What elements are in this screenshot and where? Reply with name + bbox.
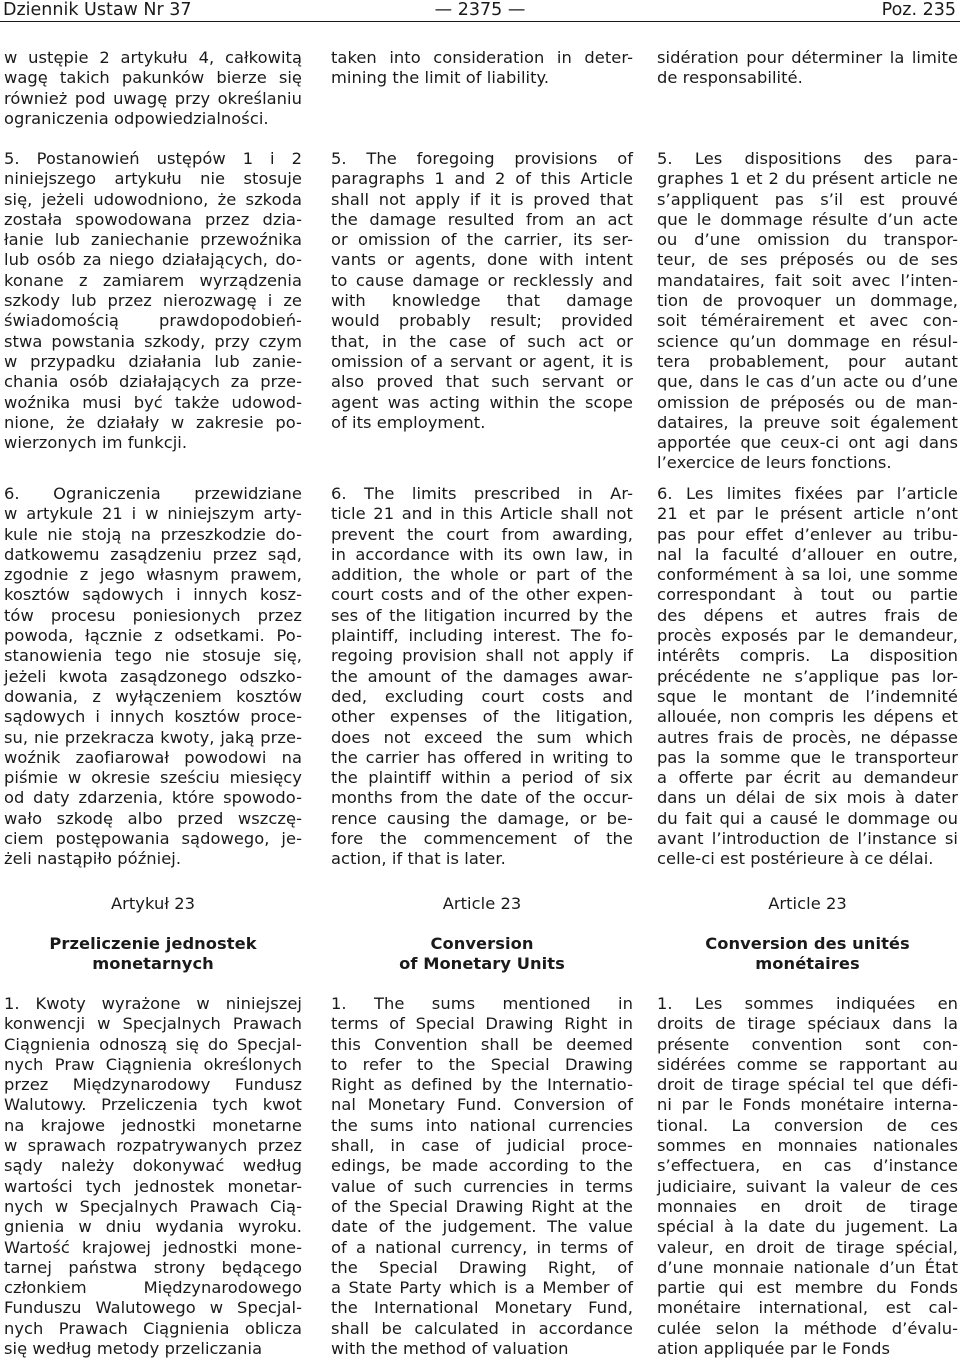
text-line: other expenses of the litigation, — [331, 707, 633, 727]
text-line: partie qui est membre du Fonds — [657, 1278, 958, 1298]
text-line: ou d’une omission du transpor- — [657, 230, 958, 250]
text-line: ograniczenia odpowiedzialności. — [4, 108, 269, 128]
text-line: tów procesu poniesionych przez — [4, 605, 302, 625]
text-line: d’une monnaie nationale d’un État — [657, 1257, 958, 1277]
text-line: żeli nastąpiło później. — [4, 849, 182, 869]
text-line: of the Special Drawing Right at the — [331, 1196, 633, 1216]
text-line: przez Międzynarodowy Fundusz — [4, 1075, 302, 1095]
text-line: piśmie w okresie sześciu miesięcy — [4, 768, 302, 788]
text-line: que, dans le cas d’un acte ou d’une — [657, 372, 958, 392]
text-line: datkowemu zasądzeniu przez sąd, — [4, 544, 302, 564]
article-title — [4, 934, 302, 975]
text-line: correspondant à tout ou partie — [657, 585, 958, 605]
text-line: ses of the litigation incurred by the — [331, 605, 633, 625]
text-line: kule nie stoją na przeszkodzie do- — [4, 524, 302, 544]
text-line: dataires, la preuve soit également — [657, 412, 958, 432]
text-line: the amount of the damages awar- — [331, 666, 633, 686]
paragraph-5 — [657, 149, 958, 474]
text-line: członkiem Międzynarodowego — [4, 1278, 302, 1298]
paragraph-5 — [4, 149, 302, 453]
text-line: présente convention sont con- — [657, 1034, 958, 1054]
text-line: szkody lub przez nierozwagę i ze — [4, 291, 302, 311]
paragraph-6 — [657, 484, 958, 870]
text-line: monétaires — [755, 954, 860, 974]
text-line: nych w Specjalnych Prawach Cią- — [4, 1196, 302, 1216]
article-title — [657, 934, 958, 975]
text-line: w sprawach rozpatrywanych przez — [4, 1136, 302, 1156]
text-line: się, jeżeli udowodniono, że szkoda — [4, 189, 302, 209]
text-line: does not exceed the sum which — [331, 727, 633, 747]
text-line: tera probablement, pour autant — [657, 351, 958, 371]
text-line: wartości tych jednostek monetar- — [4, 1176, 302, 1196]
text-line: nych Praw Ciągnienia określonych — [4, 1054, 302, 1074]
text-line: została spowodowana przez dzia- — [4, 209, 302, 229]
text-line: du fait qui a causé le dommage ou — [657, 808, 958, 828]
text-line: Przeliczenie jednostek — [49, 934, 257, 953]
text-line: stwa powstania szkody, przy czym — [4, 331, 302, 351]
text-line: that, in the case of such act or — [331, 331, 633, 351]
article-number: Article 23 — [768, 894, 847, 913]
text-line: dans un délai de six mois à dater — [657, 788, 958, 808]
text-line: terms of Special Drawing Right in — [331, 1014, 633, 1034]
text-line: shall be calculated in accordance — [331, 1318, 633, 1338]
text-line: l’exercice de leurs fonctions. — [657, 453, 892, 473]
text-line: court costs and of the other expen- — [331, 585, 633, 605]
paragraph-6 — [4, 484, 302, 870]
text-line: procès exposés par le demandeur, — [657, 626, 958, 646]
text-line: pas pour effet d’enlever au tribu- — [657, 524, 958, 544]
text-line: to refer to the Special Drawing — [331, 1054, 633, 1074]
paragraph-1 — [4, 994, 302, 1359]
text-line: sądowych i innych kosztów proce- — [4, 707, 302, 727]
header-rule — [0, 21, 960, 22]
text-line: wierzonych im funkcji. — [4, 433, 188, 453]
text-line: sidération pour déterminer la limite — [657, 48, 958, 67]
text-line: would probably result; provided — [331, 311, 633, 331]
text-line: s’effectuera, en cas d’instance — [657, 1156, 958, 1176]
text-line: 5. Postanowień ustępów 1 i 2 — [4, 149, 302, 168]
text-line: nione, że działały w zakresie po- — [4, 412, 302, 432]
paragraph-5 — [331, 149, 633, 433]
text-line: avant l’introduction de l’instance si — [657, 829, 958, 849]
text-line: paragraphs 1 and 2 of this Article — [331, 169, 633, 189]
text-line: sidérées comme se rapportant au — [657, 1054, 958, 1074]
text-line: of its employment. — [331, 412, 486, 432]
text-line: autres frais de procès, ne dépasse — [657, 727, 958, 747]
text-line: shall, in case of judicial proce- — [331, 1136, 633, 1156]
text-line: Wartość krajowej jednostki mone- — [4, 1237, 302, 1257]
text-line: edings, be made according to the — [331, 1156, 633, 1176]
text-line: mining the limit of liability. — [331, 68, 550, 88]
text-line: the International Monetary Fund, — [331, 1298, 633, 1318]
text-line: agent was acting within the scope — [331, 392, 633, 412]
paragraph-6 — [331, 484, 633, 870]
text-line: tarnej państwa strony będącego — [4, 1257, 302, 1277]
page-number: — 2375 — — [434, 0, 526, 20]
text-line: monétaire international, est cal- — [657, 1298, 958, 1318]
text-line: woźnik zaofiarował powodowi na — [4, 747, 302, 767]
text-line: the plaintiff within a period of six — [331, 768, 633, 788]
text-line: Conversion des unités — [705, 934, 910, 953]
text-line: the damage resulted from an act — [331, 209, 633, 229]
text-line: 5. Les dispositions des para- — [657, 149, 958, 168]
text-line: culée selon la méthode d’évalu- — [657, 1318, 958, 1338]
text-line: précédente ne s’applique pas lor- — [657, 666, 958, 686]
text-line: of Monetary Units — [399, 954, 565, 974]
text-line: niniejszego artykułu nie stosuje — [4, 169, 302, 189]
text-line: s’appliquent pas s’il est prouvé — [657, 189, 958, 209]
text-line: sommes en monnaies nationales — [657, 1136, 958, 1156]
text-line: action, if that is later. — [331, 849, 506, 869]
text-line: świadomością prawdopodobień- — [4, 311, 302, 331]
text-line: des dépens et autres frais de — [657, 605, 958, 625]
text-line: to cause damage or recklessly and — [331, 270, 633, 290]
text-line: omission of a servant or agent, it is — [331, 351, 633, 371]
text-line: spécial à la date du jugement. La — [657, 1217, 958, 1237]
text-line: regoing provision shall not apply if — [331, 646, 633, 666]
text-line: stanowienia tego nie stosuje się, — [4, 646, 302, 666]
text-line: taken into consideration in deter- — [331, 48, 633, 67]
text-line: in accordance with its own law, in — [331, 544, 633, 564]
text-line: 1. Kwoty wyrażone w niniejszej — [4, 994, 302, 1013]
text-line: or omission of the carrier, its ser- — [331, 230, 633, 250]
text-line: ticle 21 and in this Article shall not — [331, 504, 633, 524]
text-line: su, nie przekracza kwoty, jaką prze- — [4, 727, 302, 747]
text-line: tion de provoquer un dommage, — [657, 291, 958, 311]
text-line: this Convention shall be deemed — [331, 1034, 633, 1054]
text-line: tional. La conversion de ces — [657, 1115, 958, 1135]
text-line: droit de tirage spécial tel que défi- — [657, 1075, 958, 1095]
article-title — [331, 934, 633, 975]
text-line: 1. Les sommes indiquées en — [657, 994, 958, 1013]
text-line: na krajowe jednostki monetarne — [4, 1115, 302, 1135]
text-line: value of such currencies in terms — [331, 1176, 633, 1196]
text-line: rence causing the damage, or be- — [331, 808, 633, 828]
text-line: 6. The limits prescribed in Ar- — [331, 484, 633, 503]
text-line: w ustępie 2 artykułu 4, całkowitą — [4, 48, 302, 67]
text-line: nych Prawach Ciągnienia oblicza — [4, 1318, 302, 1338]
text-line: w przypadku działania lub zanie- — [4, 351, 302, 371]
text-line: w artykule 21 i w niniejszym arty- — [4, 504, 302, 524]
text-line: 1. The sums mentioned in — [331, 994, 633, 1013]
text-line: lub osób za niego działających, do- — [4, 250, 302, 270]
text-line: zgodnie z jego własnym prawem, — [4, 565, 302, 585]
text-line: intérêts compris. La disposition — [657, 646, 958, 666]
text-line: months from the date of the occur- — [331, 788, 633, 808]
article-number: Artykuł 23 — [110, 894, 196, 913]
text-line: prevent the court from awarding, — [331, 524, 633, 544]
text-line: a offerte par écrit au demandeur — [657, 768, 958, 788]
text-line: 21 et par le présent article n’ont — [657, 504, 958, 524]
paragraph-intro — [657, 48, 958, 89]
text-line: wało szkodę albo przed wszczę- — [4, 808, 302, 828]
text-line: de responsabilité. — [657, 68, 803, 88]
text-line: celle-ci est postérieure à ce délai. — [657, 849, 934, 869]
text-line: ni par le Fonds monétaire interna- — [657, 1095, 958, 1115]
text-line: vants or agents, done with intent — [331, 250, 633, 270]
text-line: konane z zamiarem wyrządzenia — [4, 270, 302, 290]
text-line: judiciaire, suivant la valeur de ces — [657, 1176, 958, 1196]
text-line: graphes 1 et 2 du présent article ne — [657, 169, 958, 189]
text-line: Conversion — [430, 934, 534, 953]
text-line: addition, the whole or part of the — [331, 565, 633, 585]
text-line: the carrier has offered in writing to — [331, 747, 633, 767]
text-line: nal la faculté d’allouer en outre, — [657, 544, 958, 564]
text-line: droits de tirage spéciaux dans la — [657, 1014, 958, 1034]
text-line: konwencji w Specjalnych Prawach — [4, 1014, 302, 1034]
position-number: Poz. 235 — [881, 0, 956, 20]
text-line: with the method of valuation — [331, 1339, 569, 1359]
paragraph-intro — [4, 48, 302, 129]
text-line: the Special Drawing Right, of — [331, 1257, 633, 1277]
text-line: Funduszu Walutowego w Specjal- — [4, 1298, 302, 1318]
text-line: woźnika musi być także udowod- — [4, 392, 302, 412]
text-line: ation appliquée par le Fonds — [657, 1339, 891, 1359]
text-line: shall not apply if it is proved that — [331, 189, 633, 209]
text-line: conformément à sa loi, une somme — [657, 565, 958, 585]
text-line: jeżeli kwota zasądzonego odszko- — [4, 666, 302, 686]
text-line: soit témérairement et avec con- — [657, 311, 958, 331]
journal-title: Dziennik Ustaw Nr 37 — [3, 0, 192, 20]
text-line: od daty zdarzenia, które spowodo- — [4, 788, 302, 808]
text-line: que le dommage résulte d’un acte — [657, 209, 958, 229]
text-line: science qu’un dommage en résul- — [657, 331, 958, 351]
text-line: również pod uwagę przy określaniu — [4, 88, 302, 108]
text-line: fore the commencement of the — [331, 829, 633, 849]
text-line: pas la somme que le transporteur — [657, 747, 958, 767]
text-line: 6. Ograniczenia przewidziane — [4, 484, 302, 503]
text-line: also proved that such servant or — [331, 372, 633, 392]
text-line: of a national currency, in terms of — [331, 1237, 633, 1257]
text-line: the sums into national currencies — [331, 1115, 633, 1135]
text-line: omission de préposés ou de man- — [657, 392, 958, 412]
text-line: date of the judgement. The value — [331, 1217, 633, 1237]
text-line: łanie lub zaniechanie przewoźnika — [4, 230, 302, 250]
text-line: plaintiff, including interest. The fo- — [331, 626, 633, 646]
article-number: Article 23 — [442, 894, 522, 913]
text-line: 5. The foregoing provisions of — [331, 149, 633, 168]
text-line: mandataires, fait soit avec l’inten- — [657, 270, 958, 290]
text-line: gnienia w dniu wydania wyroku. — [4, 1217, 302, 1237]
text-line: teur, de ses préposés ou de ses — [657, 250, 958, 270]
paragraph-1 — [657, 994, 958, 1359]
text-line: sądy należy dokonywać według — [4, 1156, 302, 1176]
text-line: 6. Les limites fixées par l’article — [657, 484, 958, 503]
text-line: monetarnych — [92, 954, 214, 974]
text-line: nal Monetary Fund. Conversion of — [331, 1095, 633, 1115]
text-line: chania osób działających za prze- — [4, 372, 302, 392]
text-line: ded, excluding court costs and — [331, 686, 633, 706]
text-line: dowania, z wyłączeniem kosztów — [4, 686, 302, 706]
text-line: się według metody przeliczania — [4, 1339, 263, 1359]
text-line: powoda, łącznie z odsetkami. Po- — [4, 626, 302, 646]
text-line: with knowledge that damage — [331, 291, 633, 311]
text-line: a State Party which is a Member of — [331, 1278, 633, 1298]
text-line: valeur, en droit de tirage spécial, — [657, 1237, 958, 1257]
paragraph-intro — [331, 48, 633, 89]
text-line: kosztów sądowych i innych kosz- — [4, 585, 302, 605]
text-line: ciem postępowania sądowego, je- — [4, 829, 302, 849]
paragraph-1 — [331, 994, 633, 1359]
text-line: Ciągnienia odnoszą się do Specjal- — [4, 1034, 302, 1054]
text-line: apportée que ceux-ci ont agi dans — [657, 433, 958, 453]
text-line: allouée, non compris les dépens et — [657, 707, 958, 727]
text-line: sque le montant de l’indemnité — [657, 686, 958, 706]
text-line: Right as defined by the Internatio- — [331, 1075, 633, 1095]
text-line: monnaies en droit de tirage — [657, 1196, 958, 1216]
text-line: wagę takich pakunków bierze się — [4, 68, 302, 88]
text-line: Walutowy. Przeliczenia tych kwot — [4, 1095, 302, 1115]
